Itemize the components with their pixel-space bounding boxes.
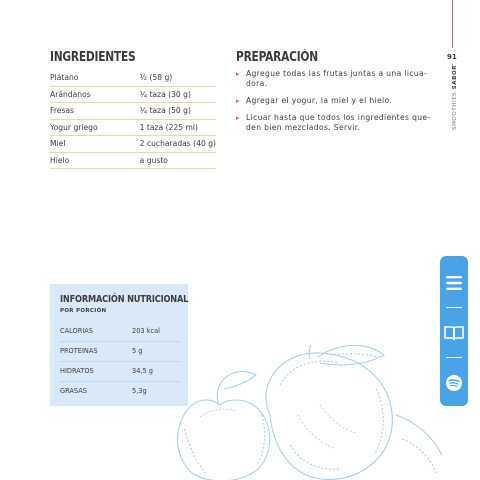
book-button[interactable] (440, 316, 468, 350)
nav-divider (446, 307, 462, 308)
nutrition-label: PROTEINAS (60, 347, 98, 355)
menu-icon (445, 275, 463, 291)
spotify-icon (445, 374, 463, 392)
spotify-button[interactable] (440, 366, 468, 400)
side-nav (440, 256, 468, 406)
nutrition-value: 203 kcal (132, 327, 160, 335)
ingredient-name: Arándanos (50, 86, 140, 103)
step-text: Agregar el yogur, la miel y el hielo. (246, 96, 393, 105)
ingredient-qty: ½ (58 g) (140, 70, 216, 86)
nutrition-title: INFORMACIÓN NUTRICIONAL (60, 294, 189, 305)
ingredients-table (50, 70, 216, 169)
table-row (50, 86, 216, 103)
nutrition-value: 5,3g (132, 387, 147, 395)
nutrition-label: HIDRATOS (60, 367, 94, 375)
nav-divider (446, 357, 462, 358)
preparation-title: PREPARACIÓN (236, 50, 318, 65)
page-marker-line (452, 0, 453, 48)
list-item (236, 96, 436, 106)
ingredient-qty: a gusto (140, 152, 216, 169)
nutrition-value: 34,5 g (132, 367, 153, 375)
bullet-icon: ▸ (236, 114, 240, 122)
table-row (60, 321, 180, 342)
bullet-icon: ▸ (236, 70, 240, 78)
table-row (60, 361, 180, 382)
bullet-icon: ▸ (236, 97, 240, 105)
section-prefix: SMOOTHIES (452, 91, 458, 130)
ingredient-name: Plátano (50, 70, 140, 86)
nutrition-box (50, 284, 188, 406)
ingredient-name: Fresas (50, 103, 140, 120)
section-label (452, 64, 458, 130)
table-row (50, 119, 216, 136)
menu-button[interactable] (440, 266, 468, 300)
preparation-steps (236, 69, 436, 140)
nutrition-label: GRASAS (60, 387, 87, 395)
ingredients-title: INGREDIENTES (50, 50, 136, 65)
nutrition-subtitle: POR PORCIÓN (60, 308, 107, 314)
ingredient-qty: 2 cucharadas (40 g) (140, 136, 216, 153)
nutrition-value: 5 g (132, 347, 143, 355)
nutrition-label: CALORIAS (60, 327, 93, 335)
step-text: Licuar hasta que todos los ingredientes que-den bien mezclados. Servir. (246, 113, 431, 132)
table-row (50, 136, 216, 153)
table-row (50, 103, 216, 120)
ingredient-qty: ¼ taza (30 g) (140, 86, 216, 103)
ingredient-qty: ¼ taza (50 g) (140, 103, 216, 120)
ingredient-name: Yogur griego (50, 119, 140, 136)
table-row (50, 152, 216, 169)
list-item (236, 113, 436, 133)
apple-illustration (170, 345, 450, 480)
step-text: Agregue todas las frutas juntas a una licua-dora. (246, 69, 428, 88)
ingredient-name: Miel (50, 136, 140, 153)
ingredient-name: Hielo (50, 152, 140, 169)
table-row (50, 70, 216, 86)
list-item (236, 69, 436, 89)
ingredient-qty: 1 taza (225 ml) (140, 119, 216, 136)
table-row (60, 341, 180, 362)
page-number: 91 (447, 53, 457, 61)
book-icon (444, 325, 464, 341)
section-name: SABOR (452, 64, 458, 90)
table-row (60, 381, 180, 401)
